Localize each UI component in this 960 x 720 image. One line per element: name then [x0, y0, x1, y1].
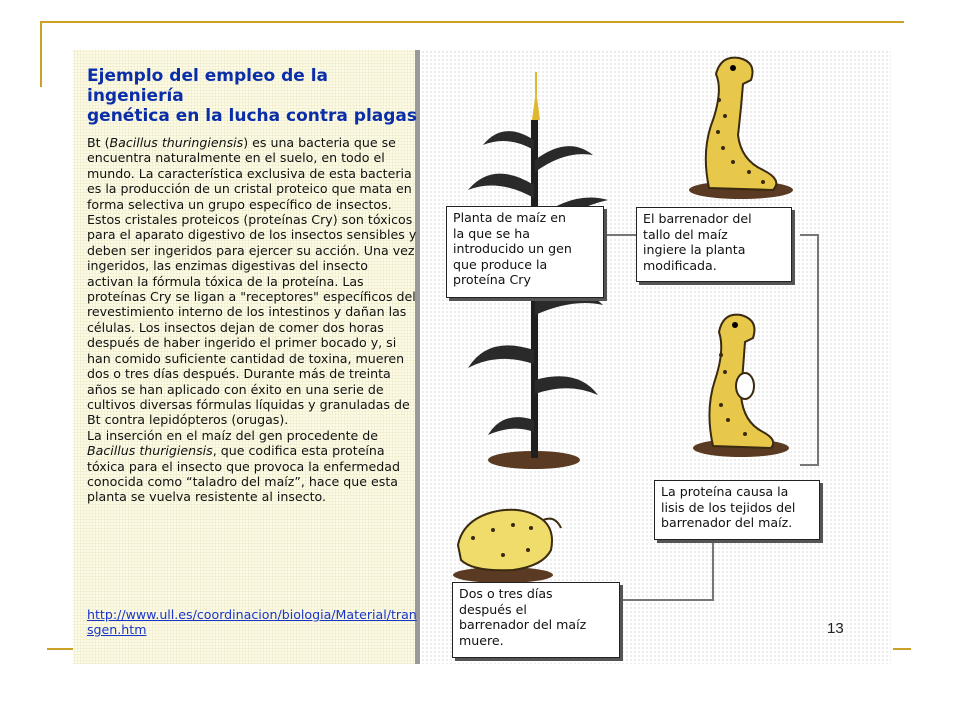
larva-lysis-illustration [693, 315, 789, 457]
species-name-2: Bacillus thurigiensis [87, 443, 213, 459]
larva-upright-illustration [689, 58, 793, 199]
illustration [73, 50, 891, 664]
slide-top-rule [40, 21, 904, 23]
page-number: 13 [827, 620, 844, 637]
panel-body-p1-a: Bt ( [87, 135, 110, 150]
species-name: Bacillus thuringiensis [109, 135, 244, 150]
slide-left-rule [40, 21, 42, 87]
panel-body-p2-a: La inserción en el maíz del gen procedente de [87, 427, 379, 443]
source-link[interactable]: http://www.ull.es/coordinacion/biologia/Material/transgen.htm [87, 607, 417, 638]
panel-title-line2: genética en la lucha contra plagas [87, 106, 418, 126]
callout-protein-lysis: La proteína causa la lisis de los tejidos del barrenador del maíz. [654, 480, 820, 540]
panel-title-line1: Ejemplo del empleo de la ingeniería [87, 66, 329, 106]
callout-plant: Planta de maíz en la que se ha introducido un gen que produce la proteína Cry [446, 206, 604, 298]
callout-larva-ingests: El barrenador del tallo del maíz ingiere la planta modificada. [636, 207, 792, 282]
slide-bottom-rule-right [893, 648, 911, 650]
larva-dead-illustration [453, 510, 561, 583]
callout-larva-dies: Dos o tres días después el barrenador del maíz muere. [452, 582, 620, 658]
bt-corn-figure [73, 50, 891, 664]
panel-body-p2-b: , que codifica esta proteína tóxica para el insecto que provoca la enfermedad conocida como “taladro del maíz”, hace que esta planta se vuelva resistente al insecto. [87, 443, 401, 505]
panel-body-p1-b: ) es una bacteria que se encuentra naturalmente en el suelo, en todo el mundo. La característica exclusiva de esta bacteria es la producción de un cristal proteico que mata en forma selectiva un grupo específico de insectos. Estos cristales proteicos (proteínas Cry) son tóxicos para el aparato digestivo de los insectos sensibles y deben ser ingeridos para ejercer su acción. Una vez ingeridos, las enzimas digestivas del insecto activan la fórmula tóxica de la proteína. Las proteínas Cry se ligan a "receptores" específicos del revestimiento interno de los intestinos y dañan las células. Los insectos dejan de comer dos horas después de haber ingerido el primer bocado y, si han comido suficiente cantidad de toxina, mueren dos o tres días después. Durante más de treinta años se han aplicado con éxito en una serie de cultivos diversas fórmulas líquidas y granuladas de Bt contra lepidópteros (orugas). [87, 135, 417, 428]
